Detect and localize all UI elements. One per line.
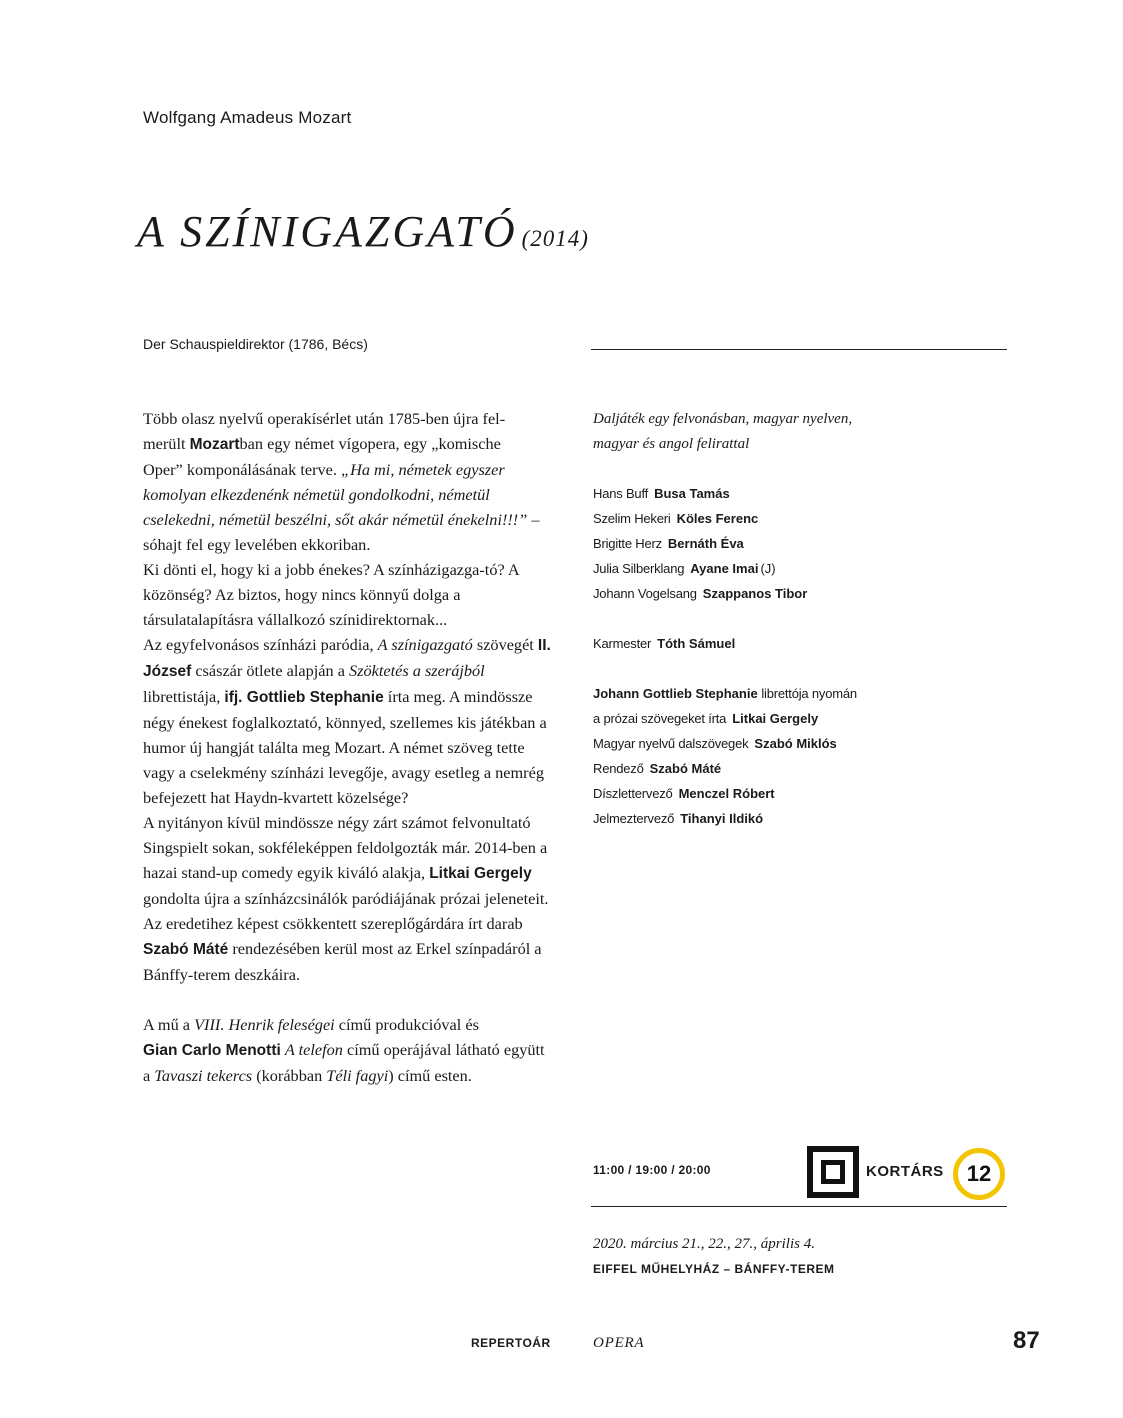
performer: Szappanos Tibor xyxy=(702,586,808,601)
emphasis-name: ifj. Gottlieb Stephanie xyxy=(224,689,384,706)
role: Johann Vogelsang xyxy=(593,586,697,601)
credits-sidebar xyxy=(593,407,1013,831)
paragraph-1 xyxy=(143,406,553,557)
creative-name: Litkai Gergely xyxy=(732,711,819,726)
divider-top xyxy=(591,349,1007,350)
title-year: (2014) xyxy=(521,226,589,251)
text: A mű a xyxy=(143,1015,195,1034)
text: című operájával látható együtt a xyxy=(143,1040,545,1085)
creative-row xyxy=(593,706,1013,731)
text: merült xyxy=(143,434,190,453)
emphasis-name: II. József xyxy=(143,637,551,680)
cast-row xyxy=(593,581,1013,606)
creative-name: Szabó Miklós xyxy=(754,736,837,751)
work-title: Téli fagyi xyxy=(326,1066,389,1085)
footer-section: REPERTOÁR xyxy=(471,1336,551,1350)
role: a prózai szövegeket írta xyxy=(593,711,727,726)
text: librettistája, xyxy=(143,687,225,706)
text: gondolta újra a színházcsinálók paródiájának prózai jeleneteit. Az eredetihez képest csökkentett szereplőgárdára írt darab xyxy=(143,889,549,933)
role: Jelmeztervező xyxy=(593,811,675,826)
work-title: Szöktetés a szerájból xyxy=(349,661,485,680)
creative-row xyxy=(593,756,1013,781)
role: Magyar nyelvű dalszövegek xyxy=(593,736,749,751)
page-title xyxy=(137,206,589,257)
creative-row xyxy=(593,806,1013,831)
text: Az egyfelvonásos színházi paródia, xyxy=(143,635,378,654)
role: Díszlettervező xyxy=(593,786,673,801)
original-title: Der Schauspieldirektor (1786, Bécs) xyxy=(143,336,368,352)
title-text: A SZÍNIGAZGATÓ xyxy=(137,207,518,256)
text: Oper” komponálásának terve. xyxy=(143,460,342,479)
show-times: 11:00 / 19:00 / 20:00 xyxy=(593,1163,711,1177)
text: rendezésében kerül most az Erkel színpadáról a Bánffy-terem deszkáira. xyxy=(143,939,542,984)
genre-note xyxy=(593,407,1013,457)
emphasis-name: Litkai Gergely xyxy=(429,865,532,882)
creative-row xyxy=(593,731,1013,756)
paragraph-2: Ki dönti el, hogy ki a jobb énekes? A színházigazga-tó? A közönség? Az biztos, hogy nincs könnyű dolga a társulatalapításra vállalkozó színidirektornak... xyxy=(143,560,519,629)
role: Rendező xyxy=(593,761,644,776)
conductor-name: Tóth Sámuel xyxy=(657,636,736,651)
quote: „Ha mi, németek egyszer komolyan elkezdenénk németül gondolkodni, németül cselekedni, németül beszélni, sőt akár németül énekelni!!!” xyxy=(143,460,528,529)
performer: Ayane Imai xyxy=(690,561,759,576)
creative-name: Tihanyi Ildikó xyxy=(680,811,764,826)
performance-dates: 2020. március 21., 22., 27., április 4. xyxy=(593,1236,815,1252)
cast-row xyxy=(593,506,1013,531)
text: ban egy német vígopera, egy „komische xyxy=(239,434,501,453)
text: szövegét xyxy=(472,635,538,654)
performer: Busa Tamás xyxy=(654,486,730,501)
series-label: KORTÁRS xyxy=(866,1163,944,1180)
cast-row xyxy=(593,481,1013,506)
cast-row xyxy=(593,556,1013,581)
creative-row xyxy=(593,781,1013,806)
creative-name: Szabó Máté xyxy=(649,761,722,776)
creative-name: Menczel Róbert xyxy=(678,786,775,801)
description xyxy=(143,406,553,1088)
role: librettója nyomán xyxy=(761,686,857,701)
work-title: A telefon xyxy=(284,1040,343,1059)
performer-note: (J) xyxy=(760,561,776,576)
work-title: Tavaszi tekercs xyxy=(154,1066,253,1085)
performer: Bernáth Éva xyxy=(667,536,744,551)
composer-name: Wolfgang Amadeus Mozart xyxy=(143,108,352,127)
role: Hans Buff xyxy=(593,486,649,501)
text: – sóhajt fel egy levelében ekkoriban. xyxy=(143,510,540,554)
text: A nyitányon kívül mindössze négy zárt számot felvonultató Singspielt sokan, sokféleképpen feldolgozták már. 2014-ben a hazai stand-up comedy egyik kiváló alakja, xyxy=(143,813,548,882)
text: császár ötlete alapján a xyxy=(191,661,349,680)
librettist-name: Johann Gottlieb Stephanie xyxy=(593,686,758,701)
kortars-series-icon xyxy=(807,1146,859,1198)
age-rating-value: 12 xyxy=(966,1161,992,1186)
role: Karmester xyxy=(593,636,652,651)
role: Szelim Hekeri xyxy=(593,511,671,526)
text: című produkcióval és xyxy=(334,1015,479,1034)
work-title: VIII. Henrik feleségei xyxy=(194,1015,335,1034)
emphasis-name: Szabó Máté xyxy=(143,941,229,958)
performer: Köles Ferenc xyxy=(676,511,759,526)
text: írta meg. A mindössze négy énekest foglalkoztató, könnyed, szellemes kis játékban a humor új hangját találta meg Mozart. A német szöveg tette vagy a cselekmény színházi levegője, avagy esetleg a nemrég befejezett hat Haydn-kvartett közelsége? xyxy=(143,687,547,807)
paragraph-3 xyxy=(143,632,553,810)
cast-row xyxy=(593,531,1013,556)
venue: EIFFEL MŰHELYHÁZ – BÁNFFY-TEREM xyxy=(593,1262,835,1276)
conductor-row xyxy=(593,631,1013,656)
divider-bottom xyxy=(591,1206,1007,1207)
text: (korábban xyxy=(252,1066,327,1085)
emphasis-name: Gian Carlo Menotti xyxy=(143,1042,281,1059)
paragraph-4 xyxy=(143,810,553,987)
work-title: A színigazgató xyxy=(377,635,473,654)
role: Brigitte Herz xyxy=(593,536,662,551)
age-rating-badge xyxy=(953,1148,1005,1200)
text: ) című esten. xyxy=(388,1066,472,1085)
emphasis-name: Mozart xyxy=(189,436,240,453)
librettist-row xyxy=(593,681,1013,706)
footer-category: OPERA xyxy=(593,1335,645,1351)
genre-line: magyar és angol felirattal xyxy=(593,436,750,452)
page-number: 87 xyxy=(1013,1327,1040,1354)
text: Több olasz nyelvű operakísérlet után 1785-ben újra fel- xyxy=(143,409,506,428)
genre-line: Daljáték egy felvonásban, magyar nyelven, xyxy=(593,411,853,427)
role: Julia Silberklang xyxy=(593,561,685,576)
paragraph-5 xyxy=(143,1012,553,1088)
